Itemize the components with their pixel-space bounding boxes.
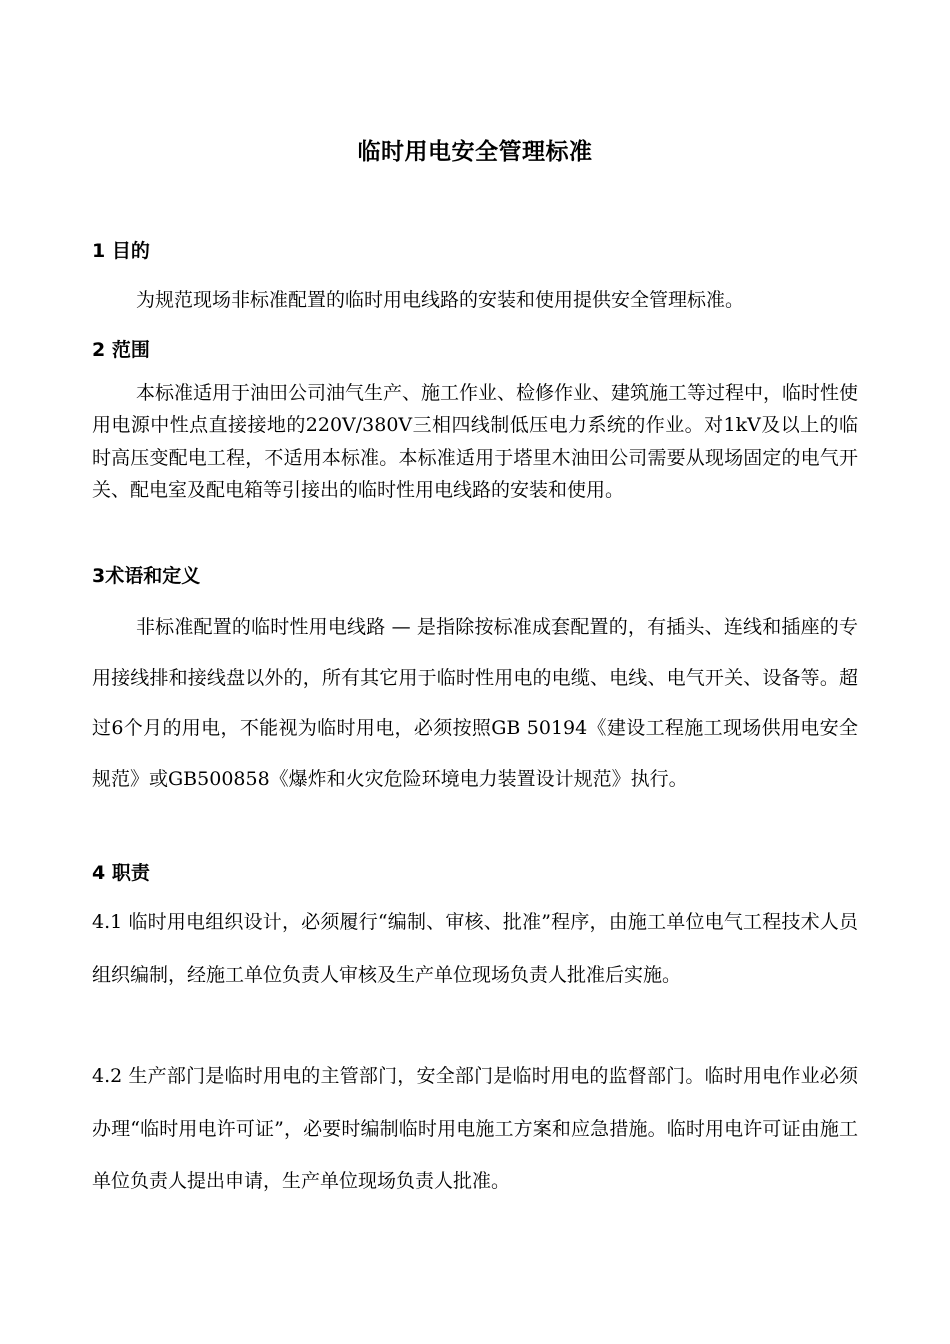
- paragraph-scope: 本标准适用于油田公司油气生产、施工作业、检修作业、建筑施工等过程中，临时性使用电源中性点直接接地的220V/380V三相四线制低压电力系统的作业。对1kV及以上的临时高压变配电工程，不适用本标准。本标准适用于塔里木油田公司需要从现场固定的电气开关、配电室及配电箱等引接出的临时性用电线路的安装和使用。: [92, 382, 859, 502]
- section-heading-purpose: 1 目的: [92, 240, 150, 262]
- document-title: 临时用电安全管理标准: [357, 139, 593, 165]
- section-heading-scope: 2 范围: [92, 339, 150, 361]
- paragraph-4-2: 4.2 生产部门是临时用电的主管部门，安全部门是临时用电的监督部门。临时用电作业必须办理“临时用电许可证”，必要时编制临时用电施工方案和应急措施。临时用电许可证由施工单位负责人提出申请，生产单位现场负责人批准。: [92, 1065, 858, 1193]
- paragraph-terms: 非标准配置的临时性用电线路 — 是指除按标准成套配置的，有插头、连线和插座的专用接线排和接线盘以外的，所有其它用于临时性用电的电缆、电线、电气开关、设备等。超过6个月的用电，不能视为临时用电，必须按照GB 50194《建设工程施工现场供用电安全规范》或GB500858《爆炸和火灾危险环境电力装置设计规范》执行。: [92, 616, 858, 790]
- paragraph-purpose: 为规范现场非标准配置的临时用电线路的安装和使用提供安全管理标准。: [136, 289, 745, 311]
- paragraph-4-1: 4.1 临时用电组织设计，必须履行“编制、审核、批准”程序，由施工单位电气工程技术人员组织编制，经施工单位负责人审核及生产单位现场负责人批准后实施。: [92, 911, 858, 986]
- section-heading-responsibilities: 4 职责: [92, 862, 150, 884]
- section-heading-terms: 3术语和定义: [92, 565, 201, 587]
